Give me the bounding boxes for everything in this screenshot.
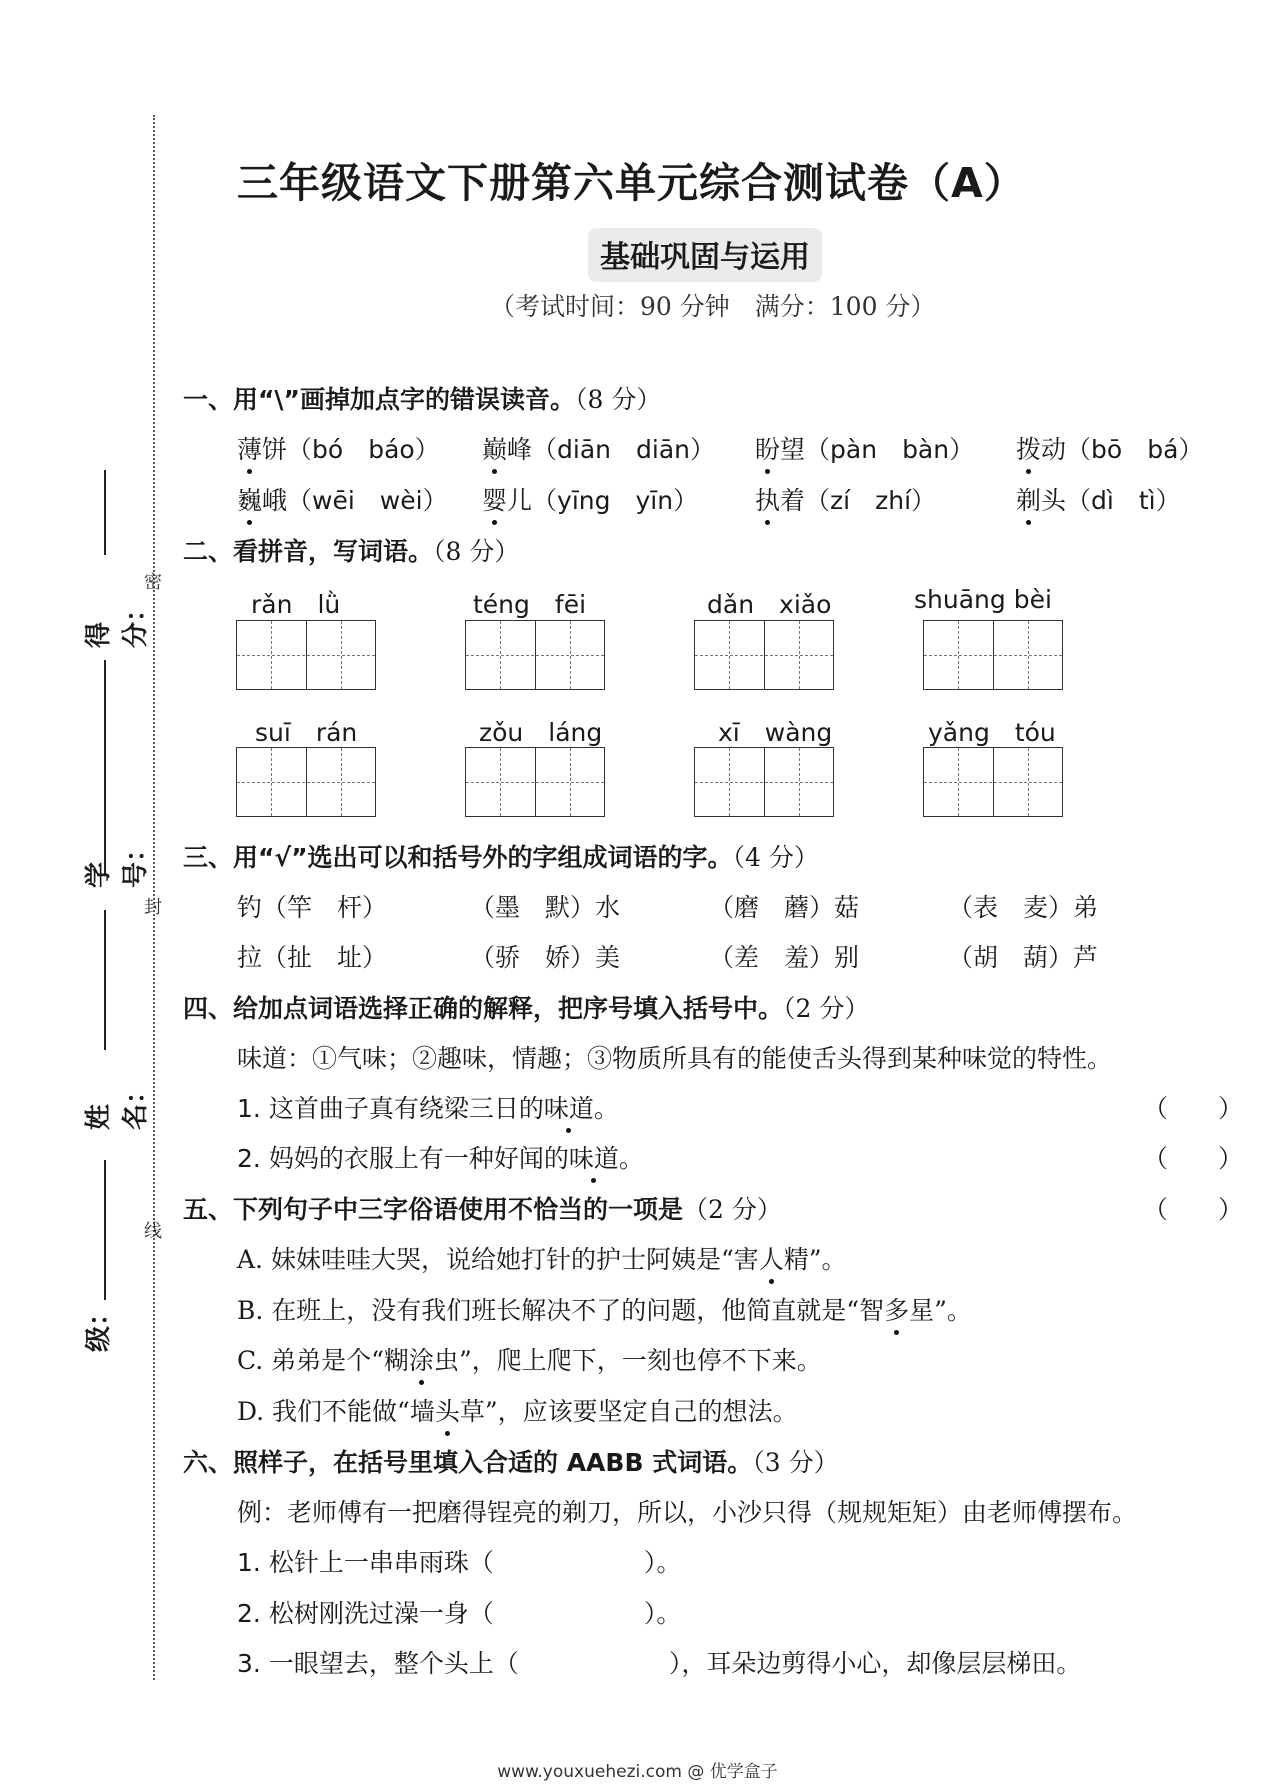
q6-example: 例：老师傅有一把磨得锃亮的剃刀，所以，小沙只得（规规矩矩）由老师傅摆布。 — [237, 1498, 1138, 1527]
q4-definition: 味道：①气味；②趣味，情趣；③物质所具有的能使舌头得到某种味觉的特性。 — [237, 1044, 1113, 1073]
class-label: 级： — [84, 1299, 114, 1352]
exam-info: （考试时间：90 分钟 满分：100 分） — [490, 292, 936, 321]
q3-item-8: （胡 葫）芦 — [948, 943, 1099, 972]
q6-item-2[interactable]: 2. 松树刚洗过澡一身（ ）。 — [237, 1599, 682, 1628]
q2-writing-box-8[interactable] — [923, 747, 1063, 817]
q2-title: 二、看拼音，写词语。 — [183, 537, 434, 566]
student-info-form — [78, 470, 151, 1370]
q6-score: （3 分） — [752, 1448, 839, 1477]
q2-score: （8 分） — [433, 537, 520, 566]
q3-item-1: 钓（竿 杆） — [237, 893, 388, 922]
q2-writing-box-5[interactable] — [236, 747, 376, 817]
q2-pinyin-7: xī wàng — [718, 718, 833, 747]
q4-heading — [183, 989, 869, 1025]
q2-pinyin-2: téng fēi — [473, 590, 587, 619]
name-blank-line[interactable] — [104, 910, 106, 1050]
footer-watermark: www.youxuehezi.com @ 优学盒子 — [497, 1762, 778, 1782]
name-label: 姓名： — [84, 1077, 151, 1130]
q1-title: 一、用“\”画掉加点字的错误读音。 — [183, 385, 575, 414]
q6-title: 六、照样子，在括号里填入合适的 AABB 式词语。 — [183, 1448, 753, 1477]
q3-title: 三、用“√”选出可以和括号外的字组成词语的字。 — [183, 843, 733, 872]
number-blank-line-top — [104, 660, 106, 745]
q5-option-d: D. 我们不能做“墙头草”，应该要坚定自己的想法。 — [237, 1392, 798, 1428]
q3-item-3: （磨 蘑）菇 — [709, 893, 860, 922]
q2-pinyin-1: rǎn lǜ — [251, 590, 341, 619]
q2-pinyin-6: zǒu láng — [479, 718, 603, 747]
page-title: 三年级语文下册第六单元综合测试卷（A） — [237, 159, 1026, 207]
q1-score: （8 分） — [575, 385, 662, 414]
q1-item-3: 盼望（pàn bàn） — [755, 430, 974, 466]
q2-pinyin-3: dǎn xiǎo — [707, 590, 832, 619]
q1-item-2: 巅峰（diān diān） — [482, 430, 715, 466]
q2-writing-box-3[interactable] — [694, 620, 834, 690]
score-label: 得分： — [84, 595, 151, 648]
q5-option-b: B. 在班上，没有我们班长解决不了的问题，他简直就是“智多星”。 — [237, 1291, 972, 1327]
q5-answer-paren[interactable]: （ ） — [1143, 1195, 1244, 1224]
q2-writing-box-2[interactable] — [465, 620, 605, 690]
q3-item-5: 拉（扯 址） — [237, 943, 388, 972]
q4-answer-paren-2[interactable]: （ ） — [1143, 1144, 1244, 1173]
q3-item-7: （差 羞）别 — [709, 943, 860, 972]
q3-score: （4 分） — [732, 843, 819, 872]
q6-item-3[interactable]: 3. 一眼望去，整个头上（ ），耳朵边剪得小心，却像层层梯田。 — [237, 1649, 1082, 1678]
q4-sentence-1: 1. 这首曲子真有绕梁三日的味道。 — [237, 1089, 619, 1125]
score-blank-line[interactable] — [104, 470, 106, 555]
q3-item-2: （墨 默）水 — [470, 893, 621, 922]
q5-score: （2 分） — [683, 1195, 782, 1224]
q6-item-1[interactable]: 1. 松针上一串串雨珠（ ）。 — [237, 1548, 682, 1577]
q5-heading — [183, 1190, 782, 1226]
q2-heading — [183, 532, 519, 568]
q1-item-1: 薄饼（bó báo） — [237, 430, 440, 466]
q4-answer-paren-1[interactable]: （ ） — [1143, 1094, 1244, 1123]
seal-word-mi: 密 — [144, 572, 162, 593]
q2-writing-box-1[interactable] — [236, 620, 376, 690]
q3-item-6: （骄 娇）美 — [470, 943, 621, 972]
q6-heading — [183, 1443, 839, 1479]
q4-sentence-2: 2. 妈妈的衣服上有一种好闻的味道。 — [237, 1139, 644, 1175]
q2-writing-box-6[interactable] — [465, 747, 605, 817]
q3-item-4: （表 麦）弟 — [948, 893, 1099, 922]
q1-item-5: 巍峨（wēi wèi） — [237, 481, 448, 517]
class-blank-line[interactable] — [104, 1160, 106, 1300]
q5-option-a: A. 妹妹哇哇大哭，说给她打针的护士阿姨是“害人精”。 — [237, 1240, 847, 1276]
q1-item-4: 拨动（bō bá） — [1016, 430, 1203, 466]
seal-word-xian: 线 — [144, 1221, 162, 1242]
q2-pinyin-5: suī rán — [255, 718, 358, 747]
q1-item-7: 执着（zí zhí） — [755, 481, 936, 517]
number-label: 学号： — [84, 835, 151, 888]
q5-option-c: C. 弟弟是个“糊涂虫”，爬上爬下，一刻也停不下来。 — [237, 1341, 822, 1377]
q4-score: （2 分） — [783, 994, 870, 1023]
q1-item-6: 婴儿（yīng yīn） — [482, 481, 698, 517]
section-subtitle: 基础巩固与运用 — [588, 228, 822, 282]
q2-writing-box-4[interactable] — [923, 620, 1063, 690]
q1-heading — [183, 380, 661, 416]
q2-writing-box-7[interactable] — [694, 747, 834, 817]
q5-title: 五、下列句子中三字俗语使用不恰当的一项是 — [183, 1195, 684, 1224]
q1-item-8: 剃头（dì tì） — [1016, 481, 1181, 517]
q2-pinyin-4: shuāng bèi — [914, 585, 1052, 614]
q2-pinyin-8: yǎng tóu — [928, 718, 1056, 747]
q3-heading — [183, 838, 819, 874]
q4-title: 四、给加点词语选择正确的解释，把序号填入括号中。 — [183, 994, 784, 1023]
seal-word-feng: 封 — [144, 897, 162, 918]
